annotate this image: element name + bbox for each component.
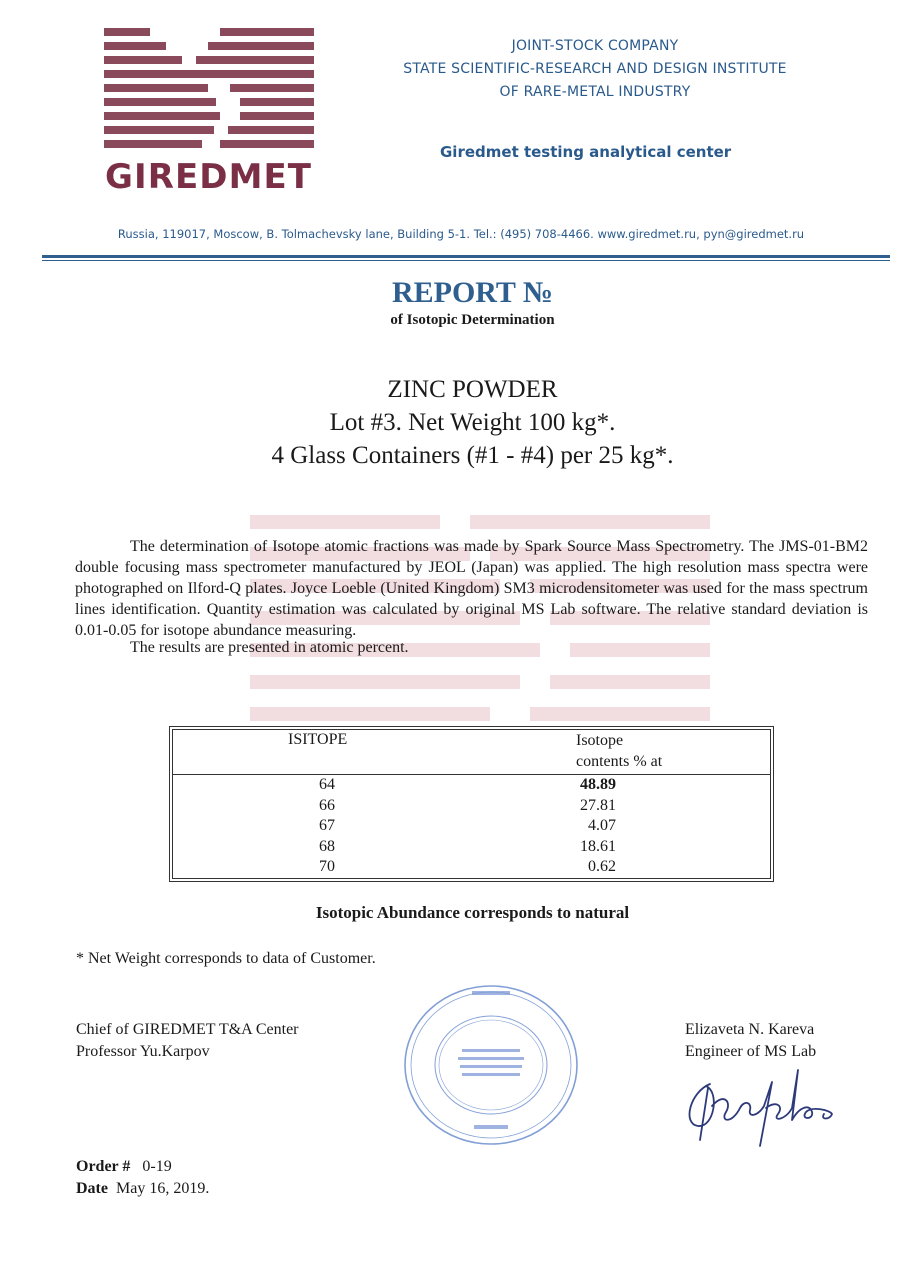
col-header-content-line1: Isotope [576,732,624,749]
org-line-2: STATE SCIENTIFIC-RESEARCH AND DESIGN INSTITUTE [403,61,787,77]
org-line-3: OF RARE-METAL INDUSTRY [499,84,691,100]
content-cell: 18.61 [580,837,616,855]
org-line-1: JOINT-STOCK COMPANY [511,38,679,54]
isotope-cell: 68 [319,837,335,855]
product-name: ZINC POWDER [387,376,558,403]
giredmet-logo [100,26,318,196]
date-line [76,1178,209,1200]
official-stamp [402,983,580,1147]
conclusion: Isotopic Abundance corresponds to natural [315,903,630,922]
left-signatory-title: Chief of GIREDMET T&A Center [76,1021,299,1038]
right-signatory-title: Engineer of MS Lab [685,1043,817,1060]
isotope-table [169,726,774,882]
isotope-cell: 66 [319,796,335,814]
left-signatory [76,1019,299,1063]
results-note: The results are presented in atomic percent. [130,639,409,656]
date-label: Date [76,1180,108,1197]
table-inner-border [172,729,771,879]
content-cell: 4.07 [588,817,616,834]
product-containers: 4 Glass Containers (#1 - #4) per 25 kg*. [271,442,674,469]
product-lot: Lot #3. Net Weight 100 kg*. [329,409,616,436]
left-signatory-name: Professor Yu.Karpov [76,1043,210,1060]
report-title: REPORT № [391,276,554,309]
logo-text: GIREDMET [105,157,311,196]
date-value: May 16, 2019. [115,1180,210,1197]
order-label: Order # [76,1158,131,1175]
footnote: * Net Weight corresponds to data of Customer. [76,950,376,967]
order-line [76,1156,209,1178]
method-paragraph-text: The determination of Isotope atomic fractions was made by Spark Source Mass Spectrometry. The JMS-01-BM2 double focusing mass spectrometer manufactured by JEOL (Japan) was applied. The high resolution mass spectra were photographed on Ilford-Q plates. Joyce Loeble (United Kingdom) SM3 microdensitometer was used for the mass spectrum lines identification. Quantity estimation was calculated by original MS Lab software. The relative standard deviation is 0.01-0.05 for isotope abundance measuring. [75,538,868,639]
right-signatory-name: Elizaveta N. Kareva [685,1021,815,1038]
handwritten-signature [680,1062,850,1152]
isotope-cell: 67 [319,817,335,834]
table-header-separator [173,774,770,775]
col-header-isotope: ISITOPE [288,731,348,748]
header-rule-thin [42,260,890,261]
isotope-cell: 70 [319,858,335,875]
method-paragraph [75,536,868,641]
right-signatory [685,1019,816,1063]
address-line: Russia, 119017, Moscow, B. Tolmachevsky lane, Building 5-1. Tel.: (495) 708-4466. www.giredmet.ru, pyn@giredmet.ru [117,227,805,241]
content-cell: 0.62 [588,858,616,875]
header-rule [42,255,890,258]
isotope-cell: 64 [319,776,335,793]
testing-center-name: Giredmet testing analytical center [440,143,732,161]
col-header-content-line2: contents % at [576,753,663,770]
order-value: 0-19 [142,1158,172,1175]
content-cell: 48.89 [580,776,616,793]
order-block [76,1156,209,1200]
content-cell: 27.81 [580,796,616,814]
report-subtitle: of Isotopic Determination [390,312,555,328]
